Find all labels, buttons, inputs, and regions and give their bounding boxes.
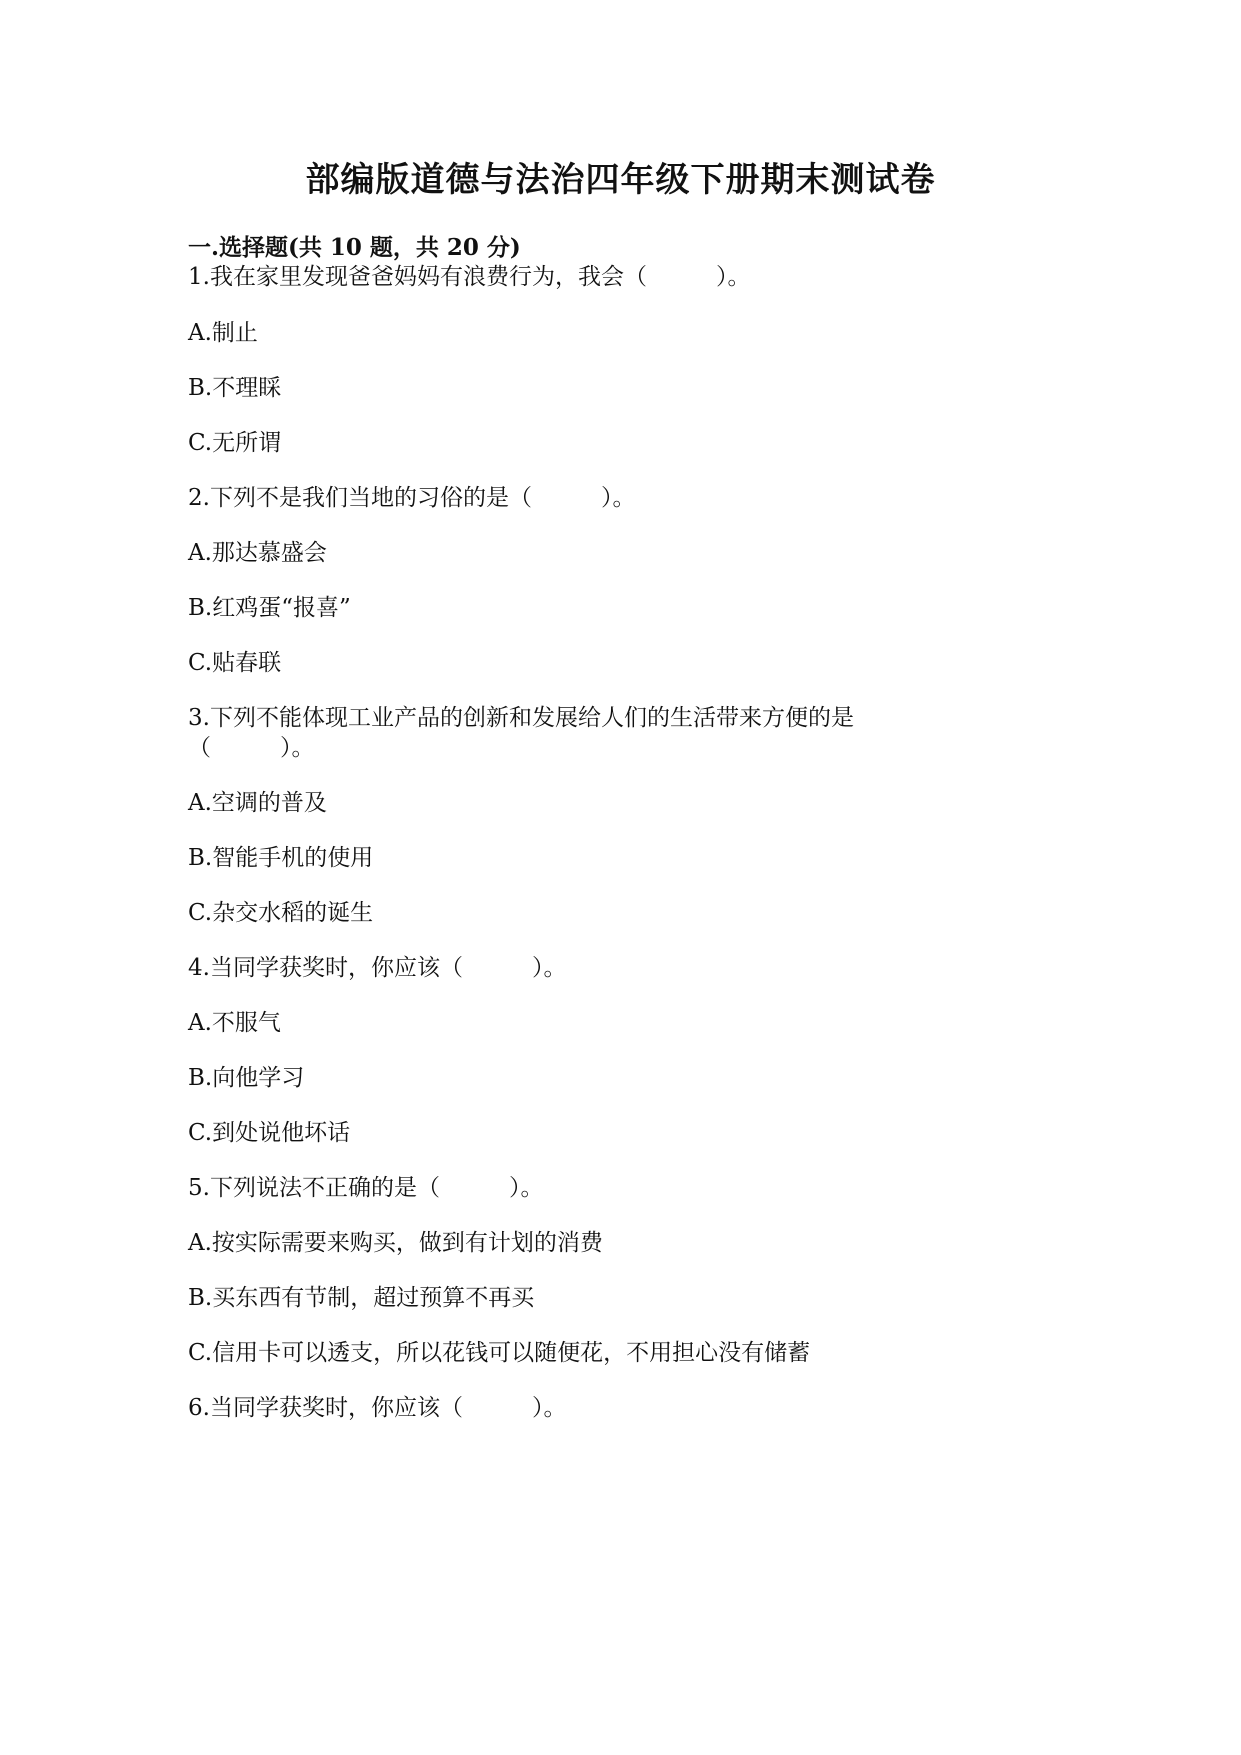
question-2-option-c: C.贴春联 xyxy=(188,650,282,676)
section-heading: 一.选择题(共 10 题，共 20 分) xyxy=(188,234,521,261)
question-2-option-a: A.那达慕盛会 xyxy=(188,540,327,566)
question-1-option-c: C.无所谓 xyxy=(188,430,282,456)
question-5-option-a: A.按实际需要来购买，做到有计划的消费 xyxy=(188,1230,603,1256)
question-3-option-a: A.空调的普及 xyxy=(188,790,327,816)
question-4-stem: 4.当同学获奖时，你应该（ ）。 xyxy=(188,955,567,981)
question-2-option-b: B.红鸡蛋“报喜” xyxy=(188,595,351,621)
question-4-option-b: B.向他学习 xyxy=(188,1065,305,1091)
question-1-option-b: B.不理睬 xyxy=(188,375,282,401)
question-3-option-b: B.智能手机的使用 xyxy=(188,845,374,871)
question-5-option-c: C.信用卡可以透支，所以花钱可以随便花，不用担心没有储蓄 xyxy=(188,1340,811,1366)
question-1-stem: 1.我在家里发现爸爸妈妈有浪费行为，我会（ ）。 xyxy=(188,264,751,290)
question-2-stem: 2.下列不是我们当地的习俗的是（ ）。 xyxy=(188,485,636,511)
question-4-option-c: C.到处说他坏话 xyxy=(188,1120,351,1146)
question-5-stem: 5.下列说法不正确的是（ ）。 xyxy=(188,1175,544,1201)
question-3-stem: 3.下列不能体现工业产品的创新和发展给人们的生活带来方便的是 xyxy=(188,705,854,731)
question-3-option-c: C.杂交水稻的诞生 xyxy=(188,900,374,926)
question-1-option-a: A.制止 xyxy=(188,320,258,346)
question-5-option-b: B.买东西有节制，超过预算不再买 xyxy=(188,1285,535,1311)
question-3-stem-continued: （ ）。 xyxy=(188,735,315,761)
question-4-option-a: A.不服气 xyxy=(188,1010,281,1036)
question-6-stem: 6.当同学获奖时，你应该（ ）。 xyxy=(188,1395,567,1421)
exam-title: 部编版道德与法治四年级下册期末测试卷 xyxy=(305,160,936,200)
